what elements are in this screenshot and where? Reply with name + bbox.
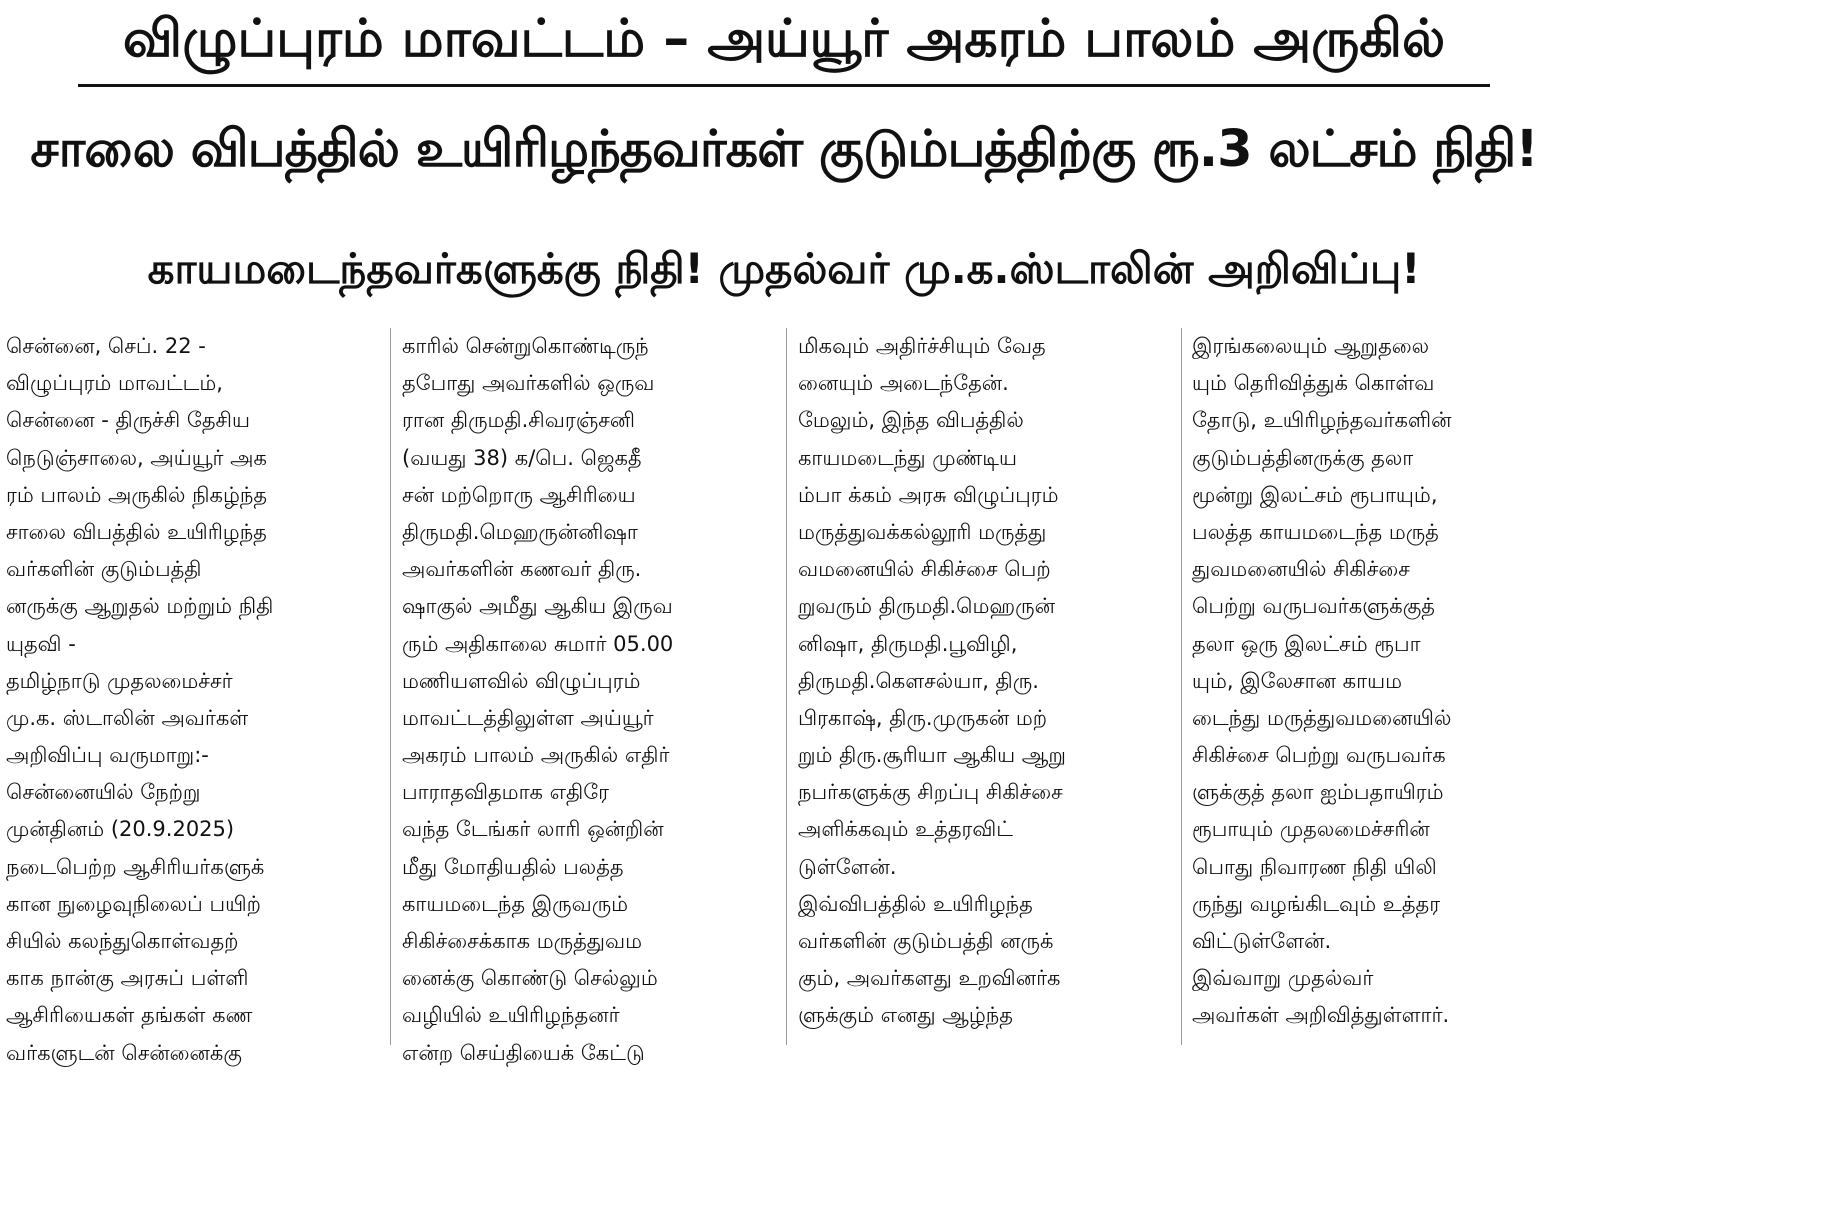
- article-body: [0, 320, 1568, 1065]
- article-line: னைக்கு கொண்டு செல்லும்: [402, 966, 658, 991]
- article-line: மீது மோதியதில் பலத்த: [402, 854, 624, 879]
- article-line: சிகிச்சைக்காக மருத்துவம: [402, 929, 642, 953]
- article-line: வர்களின் குடும்பத்தி: [6, 557, 202, 582]
- article-line: டுள்ளேன்.: [798, 854, 897, 879]
- article-line: என்ற செய்தியைக் கேட்டு: [402, 1040, 645, 1065]
- article-column-3: [798, 328, 1170, 1045]
- article-line: துவமனையில் சிகிச்சை: [1192, 557, 1410, 582]
- article-line: மருத்துவக்கல்லூரி மருத்து: [798, 519, 1047, 544]
- article-line: கும், அவர்களது உறவினர்க: [798, 966, 1061, 991]
- column-divider: [1181, 328, 1182, 1045]
- article-line: நபர்களுக்கு சிறப்பு சிகிச்சை: [798, 780, 1063, 805]
- article-line: விட்டுள்ளேன்.: [1192, 929, 1332, 953]
- article-line: பலத்த காயமடைந்த மருத்: [1192, 519, 1439, 544]
- article-line: பெற்று வருபவர்களுக்குத்: [1192, 594, 1435, 619]
- article-line: றுவரும் திருமதி.மெஹருன்: [798, 594, 1055, 619]
- article-line: சாலை விபத்தில் உயிரிழந்த: [6, 519, 267, 544]
- article-line: ளுக்கும் எனது ஆழ்ந்த: [798, 1003, 1013, 1028]
- article-line: தமிழ்நாடு முதலமைச்சர்: [6, 668, 233, 693]
- article-line: மூன்று இலட்சம் ரூபாயும்,: [1192, 482, 1438, 507]
- kicker-headline: விழுப்புரம் மாவட்டம் – அய்யூர் அகரம் பாலம் அருகில்: [122, 9, 1446, 69]
- article-line: ஆசிரியைகள் தங்கள் கண: [6, 1003, 253, 1028]
- article-line: னிஷா, திருமதி.பூவிழி,: [798, 631, 1018, 656]
- article-line: தபோது அவர்களில் ஒருவ: [402, 371, 655, 396]
- article-line: மணியளவில் விழுப்புரம்: [402, 668, 641, 693]
- article-line: சியில் கலந்துகொள்வதற்: [6, 929, 239, 953]
- article-line: நெடுஞ்சாலை, அய்யூர் அக: [6, 445, 267, 470]
- article-line: சென்னை, செப். 22 -: [6, 334, 206, 358]
- column-divider: [390, 328, 391, 1045]
- article-line: காக நான்கு அரசுப் பள்ளி: [6, 966, 249, 991]
- article-line: ருந்து வழங்கிடவும் உத்தர: [1192, 891, 1441, 916]
- article-line: இவ்வாறு முதல்வர்: [1192, 966, 1374, 991]
- article-line: யும், இலேசான காயம: [1192, 668, 1402, 693]
- article-line: காரில் சென்றுகொண்டிருந்: [402, 334, 649, 358]
- article-line: யும் தெரிவித்துக் கொள்வ: [1192, 371, 1435, 396]
- article-line: அவர்கள் அறிவித்துள்ளார்.: [1192, 1003, 1450, 1028]
- article-line: விழுப்புரம் மாவட்டம்,: [6, 371, 223, 396]
- article-line: வமனையில் சிகிச்சை பெற்: [798, 557, 1051, 582]
- article-line: வந்த டேங்கர் லாரி ஒன்றின்: [402, 817, 664, 842]
- article-line: வர்களின் குடும்பத்தி னருக்: [798, 929, 1054, 953]
- article-line: (வயது 38) க/பெ. ஜெகதீ: [402, 445, 642, 470]
- article-line: மிகவும் அதிர்ச்சியும் வேத: [798, 334, 1046, 358]
- article-line: ஷாகுல் அமீது ஆகிய இருவ: [402, 594, 673, 619]
- article-line: டைந்து மருத்துவமனையில்: [1192, 705, 1452, 730]
- article-line: சிகிச்சை பெற்று வருபவர்க: [1192, 743, 1446, 768]
- article-line: அளிக்கவும் உத்தரவிட்: [798, 817, 1013, 842]
- article-line: அறிவிப்பு வருமாறு:-: [6, 743, 209, 768]
- sub-headline: காயமடைந்தவர்களுக்கு நிதி! முதல்வர் மு.க.ஸ்டாலின் அறிவிப்பு!: [147, 244, 1421, 293]
- article-line: ளுக்குத் தலா ஐம்பதாயிரம்: [1192, 780, 1444, 805]
- article-column-4: [1192, 328, 1564, 1045]
- article-line: ரும் அதிகாலை சுமார் 05.00: [402, 631, 674, 656]
- article-line: குடும்பத்தினருக்கு தலா: [1192, 445, 1414, 470]
- article-line: பாராதவிதமாக எதிரே: [402, 780, 609, 805]
- article-line: முன்தினம் (20.9.2025): [6, 817, 235, 842]
- article-line: தோடு, உயிரிழந்தவர்களின்: [1192, 408, 1452, 433]
- article-line: காயமடைந்து முண்டிய: [798, 445, 1018, 470]
- article-line: திருமதி.கௌசல்யா, திரு.: [798, 668, 1039, 693]
- article-line: பிரகாஷ், திரு.முருகன் மற்: [798, 705, 1048, 730]
- article-line: அகரம் பாலம் அருகில் எதிர்: [402, 743, 670, 768]
- article-line: ரான திருமதி.சிவரஞ்சனி: [402, 408, 636, 433]
- article-line: அவர்களின் கணவர் திரு.: [402, 557, 642, 582]
- article-line: மாவட்டத்திலுள்ள அய்யூர்: [402, 705, 654, 730]
- article-column-1: [6, 328, 378, 1065]
- article-line: சன் மற்றொரு ஆசிரியை: [402, 482, 636, 507]
- article-line: யுதவி -: [6, 631, 76, 656]
- article-line: சென்னை - திருச்சி தேசிய: [6, 408, 250, 433]
- article-line: னையும் அடைந்தேன்.: [798, 371, 1009, 396]
- article-line: னருக்கு ஆறுதல் மற்றும் நிதி: [6, 594, 274, 619]
- article-line: ரம் பாலம் அருகில் நிகழ்ந்த: [6, 482, 268, 507]
- article-line: ரூபாயும் முதலமைச்சரின்: [1192, 817, 1430, 842]
- article-line: மேலும், இந்த விபத்தில்: [798, 408, 1024, 433]
- article-line: பொது நிவாரண நிதி யிலி: [1192, 854, 1437, 879]
- article-line: வர்களுடன் சென்னைக்கு: [6, 1040, 242, 1065]
- article-line: திருமதி.மெஹருன்னிஷா: [402, 519, 638, 544]
- article-column-2: [402, 328, 774, 1065]
- article-line: கான நுழைவுநிலைப் பயிற்: [6, 891, 261, 916]
- article-line: மு.க. ஸ்டாலின் அவர்கள்: [6, 705, 249, 730]
- kicker-underline: [78, 84, 1490, 87]
- article-line: ம்பா க்கம் அரசு விழுப்புரம்: [798, 482, 1059, 507]
- article-line: தலா ஒரு இலட்சம் ரூபா: [1192, 631, 1421, 656]
- article-line: றும் திரு.சூரியா ஆகிய ஆறு: [798, 743, 1066, 768]
- article-line: இவ்விபத்தில் உயிரிழந்த: [798, 891, 1033, 916]
- article-line: இரங்கலையும் ஆறுதலை: [1192, 334, 1430, 358]
- main-headline: சாலை விபத்தில் உயிரிழந்தவர்கள் குடும்பத்திற்கு ரூ.3 லட்சம் நிதி!: [30, 120, 1538, 179]
- article-line: காயமடைந்த இருவரும்: [402, 891, 629, 916]
- article-line: சென்னையில் நேற்று: [6, 780, 201, 805]
- article-line: நடைபெற்ற ஆசிரியர்களுக்: [6, 854, 265, 879]
- article-line: வழியில் உயிரிழந்தனர்: [402, 1003, 620, 1028]
- column-divider: [786, 328, 787, 1045]
